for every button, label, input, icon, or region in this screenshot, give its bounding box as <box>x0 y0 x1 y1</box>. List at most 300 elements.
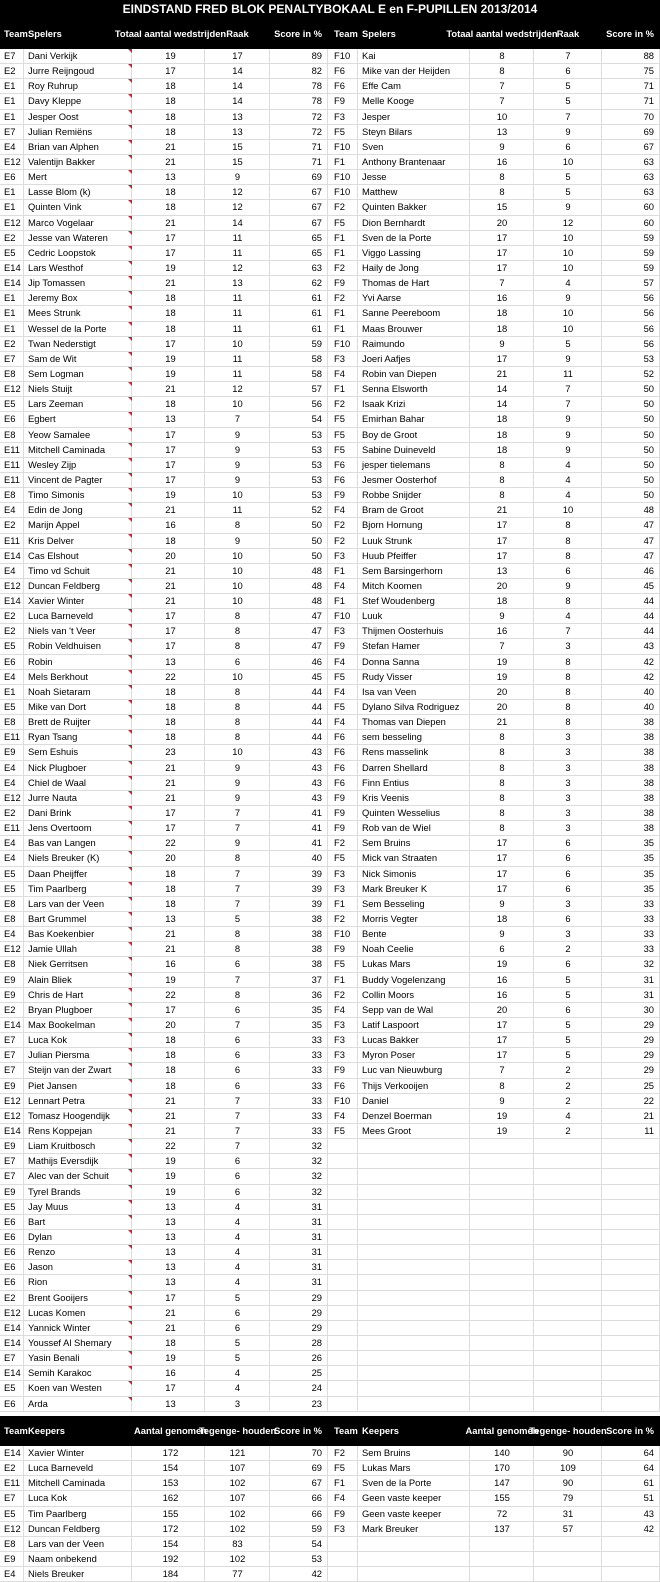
players-header-score-left <box>270 19 322 49</box>
player-name-cell: Lars Westhof <box>28 261 84 273</box>
player-raak-cell: 12 <box>232 201 243 213</box>
player-total-cell: 21 <box>165 564 176 576</box>
player-raak-cell: 8 <box>565 701 571 713</box>
player-raak-cell: 6 <box>565 958 571 970</box>
keeper-total-cell: 137 <box>494 1522 510 1534</box>
player-team-cell: E8 <box>4 897 16 909</box>
player-score-cell: 71 <box>643 95 654 107</box>
comment-marker-icon <box>128 761 132 765</box>
player-total-cell: 18 <box>496 307 508 319</box>
player-name-cell: Sam de Wit <box>28 352 77 364</box>
player-team-cell: F4 <box>334 1109 345 1121</box>
player-raak-cell: 6 <box>565 564 571 576</box>
table-row <box>0 140 660 155</box>
player-name-cell: Twan Nederstigt <box>28 337 96 349</box>
player-team-cell: E7 <box>4 352 16 364</box>
player-total-cell: 16 <box>496 988 508 1000</box>
player-score-cell: 25 <box>643 1079 654 1091</box>
player-team-cell: E14 <box>4 1321 21 1333</box>
player-team-cell: F9 <box>334 1064 345 1076</box>
player-score-cell: 71 <box>311 155 322 167</box>
keeper-team-cell: F4 <box>334 1492 345 1504</box>
player-raak-cell: 8 <box>565 534 571 546</box>
keeper-total-cell: 154 <box>162 1537 179 1549</box>
player-team-cell: F6 <box>334 746 345 758</box>
players-header-label: Spelers <box>28 27 62 39</box>
player-total-cell: 21 <box>165 791 176 803</box>
comment-marker-icon <box>128 867 132 871</box>
keepers-header-score-right <box>602 1416 654 1446</box>
table-row <box>0 1063 660 1078</box>
table-row <box>0 942 660 957</box>
player-total-cell: 8 <box>499 171 505 183</box>
player-name-cell: Kai <box>362 50 376 61</box>
player-score-cell: 38 <box>643 791 654 803</box>
player-total-cell: 16 <box>496 625 508 637</box>
player-raak-cell: 4 <box>234 1230 241 1242</box>
player-raak-cell: 9 <box>234 473 241 485</box>
player-total-cell: 20 <box>496 579 508 591</box>
keepers-header-label: Team <box>4 1424 28 1436</box>
player-total-cell: 13 <box>165 413 176 425</box>
player-total-cell: 17 <box>496 534 508 546</box>
player-score-cell: 29 <box>643 1034 654 1046</box>
player-name-cell: Stefan Hamer <box>362 640 420 652</box>
player-total-cell: 17 <box>496 882 508 894</box>
player-score-cell: 41 <box>311 822 322 834</box>
comment-marker-icon <box>128 1215 132 1219</box>
player-total-cell: 18 <box>496 595 508 607</box>
player-score-cell: 32 <box>311 1140 322 1152</box>
player-total-cell: 18 <box>165 534 176 546</box>
comment-marker-icon <box>128 155 132 159</box>
player-team-cell: F10 <box>334 171 351 183</box>
player-team-cell: E1 <box>4 685 16 697</box>
table-row <box>0 125 660 140</box>
player-name-cell: Rob van de Wiel <box>362 822 431 834</box>
player-score-cell: 46 <box>643 564 654 576</box>
player-name-cell: Viggo Lassing <box>362 246 421 258</box>
player-raak-cell: 5 <box>565 1034 571 1046</box>
player-team-cell: F5 <box>334 852 345 864</box>
player-score-cell: 53 <box>311 458 322 470</box>
player-raak-cell: 3 <box>565 746 571 758</box>
player-score-cell: 32 <box>311 1155 322 1167</box>
player-raak-cell: 6 <box>234 655 241 667</box>
player-total-cell: 21 <box>165 140 176 152</box>
keepers-header-team-left <box>4 1416 28 1446</box>
player-team-cell: F1 <box>334 383 345 395</box>
keepers-table <box>0 1446 660 1582</box>
keepers-header-label: Score in % <box>606 1424 654 1436</box>
player-name-cell: Daniel <box>362 1094 389 1106</box>
player-total-cell: 22 <box>165 670 176 682</box>
player-raak-cell: 15 <box>232 140 243 152</box>
player-raak-cell: 7 <box>234 1124 241 1136</box>
player-raak-cell: 10 <box>232 337 243 349</box>
player-raak-cell: 3 <box>565 640 571 652</box>
player-name-cell: Lukas Mars <box>362 958 411 970</box>
player-team-cell: F5 <box>334 1124 345 1136</box>
player-total-cell: 21 <box>496 716 508 728</box>
player-raak-cell: 2 <box>565 943 571 955</box>
table-row <box>0 685 660 700</box>
comment-marker-icon <box>128 655 132 659</box>
player-team-cell: F1 <box>334 595 345 607</box>
player-team-cell: E4 <box>4 564 16 576</box>
player-score-cell: 75 <box>643 65 654 77</box>
player-raak-cell: 3 <box>565 776 571 788</box>
keepers-header-total-right <box>465 1416 539 1446</box>
table-row <box>0 306 660 321</box>
player-name-cell: Sem Eshuis <box>28 746 79 758</box>
table-row <box>0 1336 660 1351</box>
player-name-cell: Niels Stuijt <box>28 383 73 395</box>
player-name-cell: Jesmer Oosterhof <box>362 473 437 485</box>
player-score-cell: 44 <box>643 595 654 607</box>
table-row <box>0 549 660 564</box>
player-name-cell: Niels Breuker (K) <box>28 852 100 864</box>
player-total-cell: 21 <box>165 216 176 228</box>
player-team-cell: E12 <box>4 216 21 228</box>
player-score-cell: 38 <box>311 928 322 940</box>
comment-marker-icon <box>128 1275 132 1279</box>
player-raak-cell: 3 <box>565 731 571 743</box>
player-total-cell: 14 <box>496 398 508 410</box>
player-total-cell: 22 <box>165 1140 176 1152</box>
comment-marker-icon <box>128 836 132 840</box>
player-total-cell: 21 <box>165 1094 176 1106</box>
player-team-cell: F3 <box>334 1049 345 1061</box>
player-name-cell: Wesley Zijp <box>28 458 77 470</box>
player-score-cell: 38 <box>643 776 654 788</box>
player-total-cell: 23 <box>165 746 176 758</box>
keeper-total-cell: 170 <box>494 1462 510 1474</box>
player-team-cell: E5 <box>4 867 16 879</box>
keeper-score-cell: 66 <box>311 1492 322 1504</box>
player-raak-cell: 9 <box>565 413 571 425</box>
table-row <box>0 1079 660 1094</box>
player-score-cell: 78 <box>311 95 322 107</box>
player-raak-cell: 6 <box>234 1034 241 1046</box>
player-total-cell: 17 <box>496 519 508 531</box>
player-name-cell: Mels Berkhout <box>28 670 88 682</box>
player-raak-cell: 9 <box>565 201 571 213</box>
table-row <box>0 1230 660 1245</box>
player-total-cell: 15 <box>496 201 508 213</box>
comment-marker-icon <box>128 276 132 280</box>
player-raak-cell: 9 <box>565 579 571 591</box>
player-name-cell: Jesse van Wateren <box>28 231 108 243</box>
player-score-cell: 42 <box>643 670 654 682</box>
comment-marker-icon <box>128 49 132 53</box>
player-total-cell: 18 <box>165 731 176 743</box>
keepers-header-label: Aantal genomen <box>465 1424 539 1436</box>
player-team-cell: F1 <box>334 973 345 985</box>
player-total-cell: 17 <box>496 1034 508 1046</box>
table-row <box>0 367 660 382</box>
player-raak-cell: 5 <box>565 171 571 183</box>
table-row <box>0 458 660 473</box>
player-team-cell: E6 <box>4 1276 16 1288</box>
player-name-cell: Dylano Silva Rodriguez <box>362 701 460 713</box>
player-raak-cell: 7 <box>565 383 571 395</box>
comment-marker-icon <box>128 64 132 68</box>
player-raak-cell: 9 <box>234 791 241 803</box>
comment-marker-icon <box>128 942 132 946</box>
player-name-cell: Cedric Loopstok <box>28 246 96 258</box>
player-total-cell: 21 <box>165 595 176 607</box>
comment-marker-icon <box>128 110 132 114</box>
keeper-score-cell: 70 <box>311 1447 322 1458</box>
player-raak-cell: 9 <box>234 534 241 546</box>
player-total-cell: 13 <box>165 1397 176 1409</box>
table-row <box>0 488 660 503</box>
player-raak-cell: 4 <box>234 1382 241 1394</box>
player-total-cell: 21 <box>165 1109 176 1121</box>
player-name-cell: Daan Pheijffer <box>28 867 88 879</box>
player-name-cell: Sem Besseling <box>362 897 425 909</box>
player-raak-cell: 4 <box>565 1109 571 1121</box>
player-score-cell: 53 <box>311 473 322 485</box>
player-score-cell: 31 <box>311 1200 322 1212</box>
table-row <box>0 94 660 109</box>
player-raak-cell: 4 <box>565 489 571 501</box>
player-total-cell: 18 <box>496 443 508 455</box>
player-name-cell: Davy Kleppe <box>28 95 82 107</box>
player-name-cell: Kris Veenis <box>362 791 409 803</box>
player-raak-cell: 5 <box>565 973 571 985</box>
player-raak-cell: 14 <box>232 80 243 92</box>
comment-marker-icon <box>128 609 132 613</box>
player-name-cell: Lennart Petra <box>28 1094 85 1106</box>
player-score-cell: 60 <box>643 216 654 228</box>
player-raak-cell: 9 <box>565 352 571 364</box>
player-total-cell: 18 <box>165 125 176 137</box>
player-total-cell: 21 <box>165 1321 176 1333</box>
player-total-cell: 17 <box>165 246 176 258</box>
player-name-cell: Robin van Diepen <box>362 367 437 379</box>
player-raak-cell: 11 <box>563 367 573 379</box>
player-score-cell: 50 <box>643 489 654 501</box>
player-name-cell: Mitchell Caminada <box>28 443 106 455</box>
table-row <box>0 49 660 64</box>
player-total-cell: 21 <box>496 504 508 516</box>
keeper-name-cell: Sven de la Porte <box>362 1477 432 1489</box>
keeper-name-cell: Naam onbekend <box>28 1552 97 1564</box>
player-score-cell: 61 <box>311 307 322 319</box>
player-name-cell: Quinten Vink <box>28 201 82 213</box>
player-score-cell: 21 <box>643 1109 654 1121</box>
player-total-cell: 17 <box>165 443 176 455</box>
player-raak-cell: 10 <box>562 231 574 243</box>
player-name-cell: Thomas de Hart <box>362 277 430 289</box>
player-name-cell: Huub Pfeiffer <box>362 549 417 561</box>
keeper-total-cell: 155 <box>494 1492 510 1504</box>
player-team-cell: E11 <box>4 443 20 455</box>
player-total-cell: 17 <box>165 807 176 819</box>
comment-marker-icon <box>128 700 132 704</box>
player-raak-cell: 8 <box>234 852 241 864</box>
player-raak-cell: 7 <box>234 1019 241 1030</box>
table-row <box>0 1321 660 1336</box>
comment-marker-icon <box>128 685 132 689</box>
player-total-cell: 9 <box>499 897 505 909</box>
player-score-cell: 40 <box>643 701 654 713</box>
player-team-cell: E1 <box>4 80 16 92</box>
player-team-cell: E7 <box>4 1170 16 1182</box>
player-team-cell: E7 <box>4 1064 16 1076</box>
comment-marker-icon <box>128 352 132 356</box>
player-team-cell: E1 <box>4 186 16 198</box>
player-name-cell: Steijn van der Zwart <box>28 1064 112 1076</box>
player-score-cell: 28 <box>311 1336 322 1348</box>
player-raak-cell: 3 <box>565 807 571 819</box>
player-total-cell: 18 <box>165 201 176 213</box>
player-name-cell: Quinten Bakker <box>362 201 427 213</box>
player-total-cell: 8 <box>499 50 505 61</box>
player-name-cell: Tim Paarlberg <box>28 882 87 894</box>
player-team-cell: E12 <box>4 1306 21 1318</box>
player-total-cell: 13 <box>165 1230 176 1242</box>
player-team-cell: F3 <box>334 1019 345 1030</box>
player-name-cell: Chris de Hart <box>28 988 84 1000</box>
keeper-total-cell: 162 <box>162 1492 179 1504</box>
player-name-cell: Jesper <box>362 110 391 122</box>
player-total-cell: 18 <box>165 292 176 304</box>
player-name-cell: Rens Koppejan <box>28 1124 93 1136</box>
player-team-cell: F6 <box>334 65 345 77</box>
player-total-cell: 17 <box>165 1291 176 1303</box>
comment-marker-icon <box>128 791 132 795</box>
player-total-cell: 19 <box>496 1109 508 1121</box>
player-name-cell: Nick Simonis <box>362 867 417 879</box>
player-raak-cell: 10 <box>562 307 574 319</box>
player-raak-cell: 4 <box>234 1261 241 1273</box>
table-row <box>0 1381 660 1396</box>
player-team-cell: E14 <box>4 549 21 561</box>
player-total-cell: 18 <box>165 1079 176 1091</box>
player-score-cell: 43 <box>311 776 322 788</box>
table-row <box>0 1018 660 1033</box>
table-row <box>0 216 660 231</box>
player-score-cell: 69 <box>311 171 322 183</box>
player-total-cell: 8 <box>499 791 505 803</box>
player-raak-cell: 2 <box>565 1094 571 1106</box>
player-name-cell: Mike van der Heijden <box>362 65 451 77</box>
keeper-name-cell: Niels Breuker <box>28 1568 85 1580</box>
player-team-cell: F3 <box>334 1034 345 1046</box>
player-team-cell: E4 <box>4 504 16 516</box>
player-raak-cell: 6 <box>234 1003 241 1015</box>
table-row <box>0 518 660 533</box>
player-raak-cell: 4 <box>565 473 571 485</box>
player-total-cell: 19 <box>165 1185 176 1197</box>
player-name-cell: Yeow Samalee <box>28 428 91 440</box>
player-team-cell: E4 <box>4 140 16 152</box>
players-table <box>0 49 660 1412</box>
player-raak-cell: 3 <box>565 897 571 909</box>
player-score-cell: 43 <box>311 746 322 758</box>
players-header-raak-right <box>534 19 602 49</box>
player-total-cell: 21 <box>165 928 176 940</box>
player-score-cell: 40 <box>643 685 654 697</box>
comment-marker-icon <box>128 1336 132 1340</box>
comment-marker-icon <box>128 670 132 674</box>
comment-marker-icon <box>128 79 132 83</box>
player-score-cell: 58 <box>311 367 322 379</box>
player-score-cell: 33 <box>643 897 654 909</box>
player-total-cell: 7 <box>499 95 505 107</box>
player-score-cell: 63 <box>311 261 322 273</box>
comment-marker-icon <box>128 1169 132 1173</box>
keeper-name-cell: Lukas Mars <box>362 1462 411 1474</box>
table-row <box>0 170 660 185</box>
keepers-header-total-left <box>136 1416 205 1446</box>
comment-marker-icon <box>128 1200 132 1204</box>
comment-marker-icon <box>128 140 132 144</box>
player-score-cell: 31 <box>311 1230 322 1242</box>
player-raak-cell: 9 <box>565 125 571 137</box>
keeper-raak-cell: 102 <box>229 1477 246 1489</box>
comment-marker-icon <box>128 1291 132 1295</box>
player-score-cell: 59 <box>311 337 322 349</box>
player-name-cell: Tomasz Hoogendijk <box>28 1109 110 1121</box>
player-raak-cell: 11 <box>232 307 243 319</box>
player-name-cell: Dion Bernhardt <box>362 216 426 228</box>
table-row <box>0 776 660 791</box>
player-score-cell: 32 <box>311 1170 322 1182</box>
player-raak-cell: 6 <box>234 1049 241 1061</box>
player-team-cell: E8 <box>4 428 16 440</box>
player-total-cell: 21 <box>165 776 176 788</box>
table-row <box>0 1048 660 1063</box>
player-raak-cell: 8 <box>234 701 241 713</box>
table-row <box>0 821 660 836</box>
player-score-cell: 31 <box>311 1215 322 1227</box>
player-total-cell: 19 <box>165 50 176 61</box>
table-row <box>0 564 660 579</box>
comment-marker-icon <box>128 518 132 522</box>
table-row <box>0 1124 660 1139</box>
player-total-cell: 19 <box>165 1155 176 1167</box>
player-team-cell: E11 <box>4 458 20 470</box>
player-team-cell: E9 <box>4 1185 16 1197</box>
player-total-cell: 8 <box>499 761 505 773</box>
player-team-cell: F5 <box>334 216 345 228</box>
keeper-name-cell: Xavier Winter <box>28 1447 85 1458</box>
player-team-cell: E5 <box>4 701 16 713</box>
player-score-cell: 29 <box>643 1019 654 1030</box>
player-raak-cell: 13 <box>232 110 243 122</box>
player-name-cell: Brett de Ruijter <box>28 716 91 728</box>
player-raak-cell: 8 <box>565 595 571 607</box>
player-total-cell: 18 <box>165 1336 176 1348</box>
keeper-team-cell: E8 <box>4 1537 16 1549</box>
keeper-raak-cell: 79 <box>562 1492 574 1504</box>
player-raak-cell: 9 <box>234 443 241 455</box>
keeper-total-cell: 153 <box>162 1477 179 1489</box>
player-raak-cell: 3 <box>565 791 571 803</box>
player-total-cell: 19 <box>165 352 176 364</box>
player-team-cell: E5 <box>4 640 16 652</box>
player-team-cell: E12 <box>4 383 21 395</box>
player-name-cell: Bas van Langen <box>28 837 96 849</box>
player-total-cell: 16 <box>496 973 508 985</box>
player-name-cell: Dylan <box>28 1230 52 1242</box>
keeper-score-cell: 67 <box>311 1477 322 1489</box>
table-row <box>0 1003 660 1018</box>
